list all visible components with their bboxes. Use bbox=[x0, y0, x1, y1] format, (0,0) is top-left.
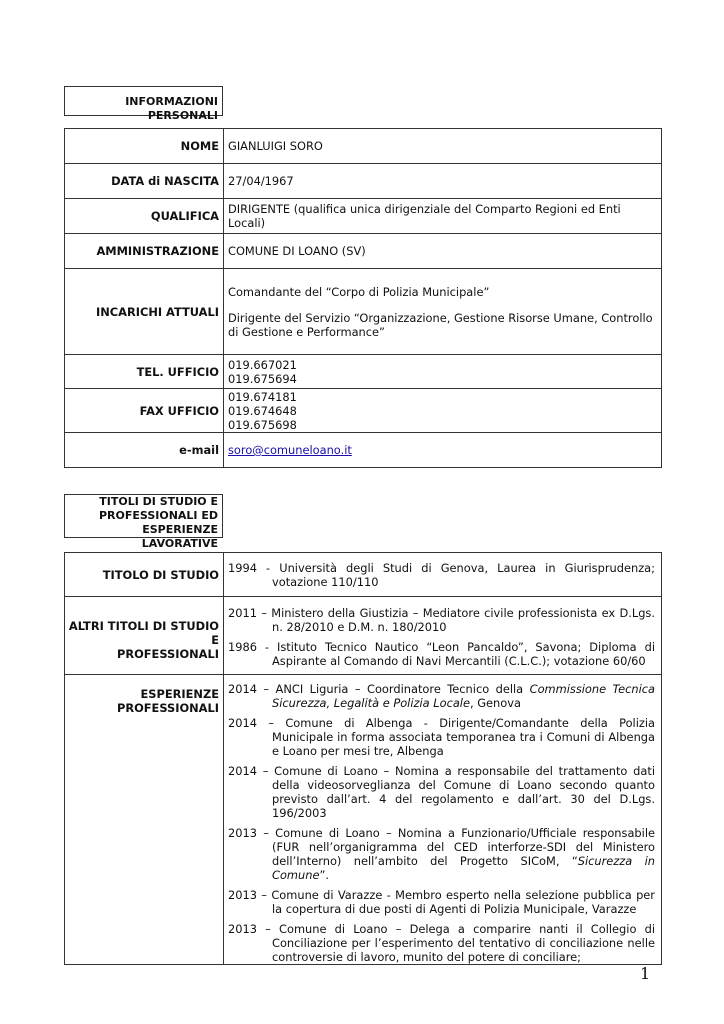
value-fax bbox=[224, 389, 662, 433]
label-esperienze-line: ESPERIENZE bbox=[140, 687, 219, 701]
label-titolo-studio: TITOLO DI STUDIO bbox=[65, 553, 224, 597]
label-data-nascita: DATA di NASCITA bbox=[65, 164, 224, 199]
esperienza-text-italic: Commissione Tecnica Sicurezza, Legalità e Polizia Locale bbox=[272, 682, 656, 710]
label-nome: NOME bbox=[65, 129, 224, 164]
esperienza-entry: 2014 – Comune di Albenga - Dirigente/Comandante della Polizia Municipale in forma associata temporanea tra i Comuni di Albenga e Loano per mesi tre, Albenga bbox=[228, 716, 655, 758]
value-tel bbox=[224, 355, 662, 389]
label-email: e-mail bbox=[65, 433, 224, 468]
section-header-titoli bbox=[64, 494, 223, 550]
label-esperienze-line: PROFESSIONALI bbox=[116, 701, 219, 715]
row-qualifica bbox=[65, 199, 662, 234]
value-email bbox=[224, 433, 662, 468]
personal-info-table bbox=[64, 128, 662, 468]
esperienza-text: 2013 – Comune di Loano – Nomina a Funzionario/Ufficiale responsabile (FUR nell’organigramma del CED interforze-SDI del Ministero dell’Interno) nell’ambito del Progetto SICoM, “ bbox=[228, 826, 655, 868]
tel-number: 019.675694 bbox=[228, 371, 297, 386]
label-altri-titoli-line: PROFESSIONALI bbox=[116, 647, 219, 661]
label-incarichi: INCARICHI ATTUALI bbox=[65, 269, 224, 355]
esperienza-entry: 2013 – Comune di Loano – Delega a comparire nanti il Collegio di Conciliazione per l’esperimento del tentativo di conciliazione nelle controversie di lavoro, munito del potere di conciliare; bbox=[228, 922, 655, 964]
incarico-dirigente: Dirigente del Servizio “Organizzazione, Gestione Risorse Umane, Controllo di Gestione e Performance” bbox=[228, 310, 653, 339]
esperienza-text: 2014 – ANCI Liguria – Coordinatore Tecnico della bbox=[228, 682, 530, 696]
value-incarichi bbox=[224, 269, 662, 355]
label-amministrazione: AMMINISTRAZIONE bbox=[65, 234, 224, 269]
label-esperienze bbox=[65, 675, 224, 965]
esperienza-entry bbox=[228, 682, 655, 710]
page-number: 1 bbox=[640, 964, 651, 983]
esperienza-text: ”. bbox=[319, 868, 329, 882]
value-altri-titoli bbox=[224, 597, 662, 675]
altri-titoli-entry: 1986 - Istituto Tecnico Nautico “Leon Pancaldo”, Savona; Diploma di Aspirante al Comando di Navi Mercantili (C.L.C.); votazione 60/60 bbox=[228, 639, 655, 668]
section-header-titoli-label bbox=[65, 495, 222, 551]
value-data-nascita: 27/04/1967 bbox=[224, 164, 662, 199]
row-email bbox=[65, 433, 662, 468]
altri-titoli-entry: 2011 – Ministero della Giustizia – Mediatore civile professionista ex D.Lgs. n. 28/2010 e D.M. n. 180/2010 bbox=[228, 605, 655, 634]
email-link[interactable]: soro@comuneloano.it bbox=[228, 443, 352, 457]
titoli-esperienze-table bbox=[64, 552, 662, 965]
titolo-studio-entry: 1994 - Università degli Studi di Genova, Laurea in Giurisprudenza; votazione 110/110 bbox=[228, 560, 655, 589]
value-qualifica: DIRIGENTE (qualifica unica dirigenziale del Comparto Regioni ed Enti Locali) bbox=[224, 199, 662, 234]
esperienza-entry bbox=[228, 826, 655, 882]
esperienza-text: , Genova bbox=[469, 696, 521, 710]
esperienza-entry: 2014 – Comune di Loano – Nomina a responsabile del trattamento dati della videosorveglianza del Comune di Loano secondo quanto previsto dall’art. 4 del regolamento e dall’art. 30 del D.Lgs. 196/2003 bbox=[228, 764, 655, 820]
label-qualifica: QUALIFICA bbox=[65, 199, 224, 234]
value-amministrazione: COMUNE DI LOANO (SV) bbox=[224, 234, 662, 269]
fax-number: 019.674181 bbox=[228, 389, 297, 404]
row-nome bbox=[65, 129, 662, 164]
section-header-titoli-line: ESPERIENZE LAVORATIVE bbox=[141, 523, 218, 550]
row-incarichi bbox=[65, 269, 662, 355]
esperienza-text-italic: Sicurezza in Comune bbox=[272, 854, 655, 882]
fax-number: 019.675698 bbox=[228, 417, 297, 432]
row-fax bbox=[65, 389, 662, 433]
row-amministrazione bbox=[65, 234, 662, 269]
row-titolo-studio bbox=[65, 553, 662, 597]
value-titolo-studio bbox=[224, 553, 662, 597]
value-nome: GIANLUIGI SORO bbox=[224, 129, 662, 164]
label-tel: TEL. UFFICIO bbox=[65, 355, 224, 389]
incarico-comandante: Comandante del “Corpo di Polizia Municipale” bbox=[228, 284, 490, 299]
value-esperienze bbox=[224, 675, 662, 965]
section-header-personal-label: INFORMAZIONI PERSONALI bbox=[125, 95, 218, 122]
label-altri-titoli bbox=[65, 597, 224, 675]
fax-number: 019.674648 bbox=[228, 403, 297, 418]
tel-number: 019.667021 bbox=[228, 357, 297, 372]
row-data-nascita bbox=[65, 164, 662, 199]
esperienza-entry: 2013 – Comune di Varazze - Membro esperto nella selezione pubblica per la copertura di due posti di Agenti di Polizia Municipale, Varazze bbox=[228, 888, 655, 916]
row-tel bbox=[65, 355, 662, 389]
label-fax: FAX UFFICIO bbox=[65, 389, 224, 433]
section-header-titoli-line: PROFESSIONALI ED bbox=[98, 509, 218, 522]
section-header-titoli-line: TITOLI DI STUDIO E bbox=[99, 495, 218, 508]
section-header-personal bbox=[64, 86, 223, 122]
row-esperienze bbox=[65, 675, 662, 965]
label-altri-titoli-line: ALTRI TITOLI DI STUDIO E bbox=[68, 619, 219, 647]
row-altri-titoli bbox=[65, 597, 662, 675]
